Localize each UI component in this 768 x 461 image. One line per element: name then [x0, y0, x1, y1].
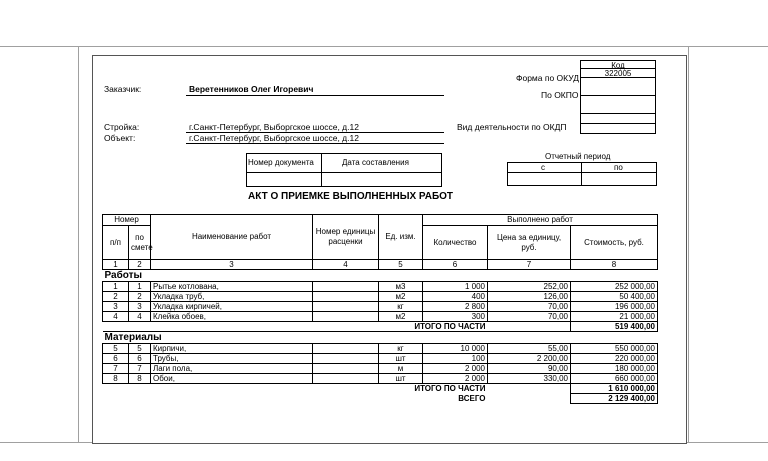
customer-label: Заказчик: [104, 84, 142, 94]
header-unit: Ед. изм. [379, 215, 423, 260]
row-rate [313, 354, 379, 364]
row-qty: 10 000 [423, 344, 488, 354]
table-row [103, 364, 658, 374]
col-num-1: 1 [103, 260, 129, 270]
header-price: Цена за единицу, руб. [488, 226, 571, 260]
code-label: Код [580, 60, 656, 69]
row-sm: 1 [129, 282, 151, 292]
row-unit: шт [379, 354, 423, 364]
customer-underline [186, 95, 444, 96]
row-price: 330,00 [488, 374, 571, 384]
header-number: Номер [103, 215, 151, 226]
okpo-label: По ОКПО [541, 90, 579, 100]
row-sm: 4 [129, 312, 151, 322]
col-num-7: 7 [488, 260, 571, 270]
doc-number-cell [246, 172, 322, 187]
doc-date-cell [321, 172, 442, 187]
row-unit: шт [379, 374, 423, 384]
right-frame-line [688, 46, 689, 442]
table-row [103, 354, 658, 364]
works-table [102, 214, 658, 404]
row-cost: 180 000,00 [571, 364, 658, 374]
code-empty-cell [580, 96, 656, 114]
row-sm: 2 [129, 292, 151, 302]
period-col-divider [581, 162, 582, 186]
period-box [507, 162, 657, 186]
row-unit: м3 [379, 282, 423, 292]
header-name: Наименование работ [151, 215, 313, 260]
header-pp: п/п [103, 226, 129, 260]
row-price: 252,00 [488, 282, 571, 292]
row-pp: 2 [103, 292, 129, 302]
row-unit: м2 [379, 312, 423, 322]
row-cost: 252 000,00 [571, 282, 658, 292]
row-sm: 8 [129, 374, 151, 384]
row-price: 90,00 [488, 364, 571, 374]
code-okdp-cell [580, 114, 656, 124]
section-materials: Материалы [103, 332, 658, 344]
table-row [103, 374, 658, 384]
total-value: 2 129 400,00 [571, 394, 658, 404]
okud-label: Форма по ОКУД [516, 73, 579, 83]
period-label: Отчетный период [545, 152, 611, 161]
subtotal1-gap [488, 322, 571, 332]
row-qty: 1 000 [423, 282, 488, 292]
table-row [103, 302, 658, 312]
subtotal2-gap [488, 384, 571, 394]
header-qty: Количество [423, 226, 488, 260]
row-unit: кг [379, 344, 423, 354]
row-cost: 50 400,00 [571, 292, 658, 302]
row-cost: 660 000,00 [571, 374, 658, 384]
row-name: Кирпичи, [151, 344, 313, 354]
row-rate [313, 282, 379, 292]
period-to: по [614, 163, 623, 172]
table-row [103, 282, 658, 292]
code-okdp-cell-2 [580, 124, 656, 134]
col-num-5: 5 [379, 260, 423, 270]
top-divider [0, 46, 768, 47]
row-qty: 2 800 [423, 302, 488, 312]
row-qty: 2 000 [423, 364, 488, 374]
subtotal2-label: ИТОГО ПО ЧАСТИ [414, 384, 486, 394]
total-gap [488, 394, 571, 404]
subtotal1-value: 519 400,00 [571, 322, 658, 332]
row-rate [313, 292, 379, 302]
code-okud-value: 322005 [580, 69, 656, 78]
row-pp: 5 [103, 344, 129, 354]
row-pp: 8 [103, 374, 129, 384]
row-name: Лаги пола, [151, 364, 313, 374]
subtotal1-label: ИТОГО ПО ЧАСТИ [414, 322, 486, 331]
row-name: Укладка труб, [151, 292, 313, 302]
row-sm: 6 [129, 354, 151, 364]
header-done: Выполнено работ [423, 215, 658, 226]
col-num-4: 4 [313, 260, 379, 270]
code-box [580, 60, 656, 134]
row-cost: 550 000,00 [571, 344, 658, 354]
row-qty: 100 [423, 354, 488, 364]
table-row [103, 292, 658, 302]
row-name: Трубы, [151, 354, 313, 364]
row-cost: 21 000,00 [571, 312, 658, 322]
col-num-3: 3 [151, 260, 313, 270]
subtotal2-value: 1 610 000,00 [571, 384, 658, 394]
row-name: Клейка обоев, [151, 312, 313, 322]
col-num-2: 2 [129, 260, 151, 270]
row-pp: 3 [103, 302, 129, 312]
okdp-label: Вид деятельности по ОКДП [457, 122, 567, 132]
row-unit: м2 [379, 292, 423, 302]
row-price: 70,00 [488, 312, 571, 322]
row-qty: 2 000 [423, 374, 488, 384]
left-frame-line [78, 46, 79, 442]
site-value: г.Санкт-Петербург, Выборгское шоссе, д.12 [189, 122, 359, 132]
period-from: с [541, 163, 545, 172]
row-pp: 1 [103, 282, 129, 292]
section-works: Работы [103, 270, 658, 282]
row-pp: 6 [103, 354, 129, 364]
row-unit: м [379, 364, 423, 374]
row-price: 126,00 [488, 292, 571, 302]
row-sm: 5 [129, 344, 151, 354]
row-cost: 196 000,00 [571, 302, 658, 312]
object-underline [186, 143, 444, 144]
row-name: Укладка кирпичей, [151, 302, 313, 312]
row-rate [313, 374, 379, 384]
header-rate: Номер единицы расценки [313, 215, 379, 260]
table-row [103, 344, 658, 354]
row-price: 70,00 [488, 302, 571, 312]
doc-date-label: Дата составления [342, 158, 409, 167]
col-num-8: 8 [571, 260, 658, 270]
object-value: г.Санкт-Петербург, Выборгское шоссе, д.12 [189, 133, 359, 143]
row-price: 2 200,00 [488, 354, 571, 364]
row-sm: 7 [129, 364, 151, 374]
document-title: АКТ О ПРИЕМКЕ ВЫПОЛНЕННЫХ РАБОТ [248, 191, 454, 202]
row-pp: 4 [103, 312, 129, 322]
total-label: ВСЕГО [458, 394, 486, 403]
header-cost: Стоимость, руб. [571, 226, 658, 260]
row-rate [313, 364, 379, 374]
customer-value: Веретенников Олег Игоревич [189, 84, 314, 94]
header-smeta: по смете [129, 226, 151, 260]
row-qty: 400 [423, 292, 488, 302]
row-rate [313, 344, 379, 354]
row-qty: 300 [423, 312, 488, 322]
row-rate [313, 312, 379, 322]
site-label: Стройка: [104, 122, 140, 132]
row-cost: 220 000,00 [571, 354, 658, 364]
row-unit: кг [379, 302, 423, 312]
row-sm: 3 [129, 302, 151, 312]
row-rate [313, 302, 379, 312]
object-label: Объект: [104, 133, 136, 143]
row-name: Рытье котлована, [151, 282, 313, 292]
row-name: Обои, [151, 374, 313, 384]
row-pp: 7 [103, 364, 129, 374]
table-row [103, 312, 658, 322]
code-okpo-cell [580, 78, 656, 96]
col-num-6: 6 [423, 260, 488, 270]
row-price: 55,00 [488, 344, 571, 354]
doc-number-label: Номер документа [248, 158, 314, 167]
period-row-line [507, 172, 657, 173]
